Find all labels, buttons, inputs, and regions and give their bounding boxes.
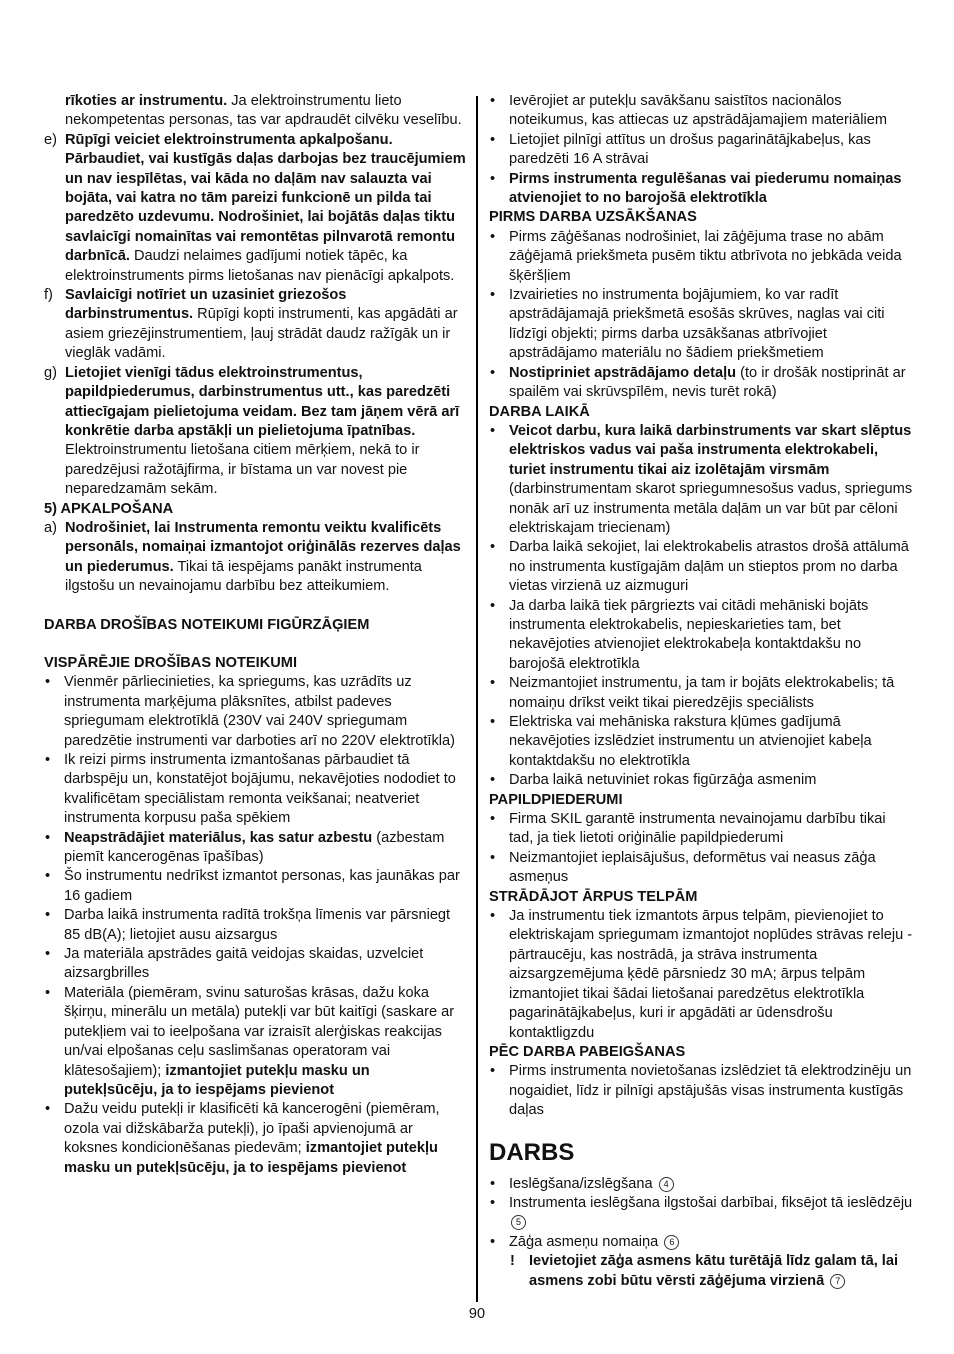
section-heading-before-work: PIRMS DARBA UZSĀKŠANAS (489, 209, 697, 226)
text: Pirms instrumenta novietošanas izslēdziet tā elektrodzinēju un nogaidiet, līdz ir pilnīgi apstājušās visas instrumenta kustīgās daļas (509, 1063, 912, 1119)
bold-text: Lietojiet vienīgi tādus elektroinstrumentus, papildpiederumus, darbinstrumentus utt., kas paredzēti attiecīgajam pielietojuma veidam. Bez tam jāņem vērā arī konkrētie darba apstākļi un pielietojuma īpatnības. (65, 364, 460, 439)
section-heading-general-safety: VISPĀRĒJIE DROŠĪBAS NOTEIKUMI (44, 654, 297, 671)
list-item (489, 907, 913, 1043)
list-item (489, 364, 913, 403)
text: Instrumenta ieslēgšana ilgstošai darbībai, fiksējot tā ieslēdzēju (509, 1194, 913, 1211)
bullet: • (490, 1194, 496, 1211)
text: Ik reizi pirms instrumenta izmantošanas pārbaudiet tā darbspēju un, konstatējot bojājumu, nekavējoties nododiet to kvalificētam speciālistam remonta veikšanai; neatveriet instrumenta korpusu paša spēkiem (64, 752, 456, 827)
section-title-darbs: DARBS (489, 1138, 575, 1166)
list-item (44, 673, 466, 751)
list-item (489, 92, 913, 131)
figure-reference: 7 (830, 1274, 845, 1289)
text: Darba laikā netuviniet rokas figūrzāģa asmenim (509, 772, 817, 789)
bullet: • (490, 539, 496, 556)
text: Ja elektroinstrumentu lieto nekompetentas personas, tas var apdraudēt cilvēku veselību. (65, 93, 462, 129)
list-item (489, 713, 913, 771)
section-heading-after-work: PĒC DARBA PABEIGŠANAS (489, 1043, 686, 1060)
right-column (489, 92, 913, 1291)
bullet: • (490, 908, 496, 925)
list-item (489, 286, 913, 364)
bold-text: izmantojiet putekļu masku un putekļsūcēju, ja to iespējams pievienot (64, 1062, 370, 1098)
bullet: • (490, 170, 496, 187)
text: Tikai tā iespējams panākt instrumenta ilgstošu un nevainojamu darbību bez atteikumiem. (65, 558, 422, 595)
list-item (489, 1233, 913, 1252)
column-divider (476, 96, 478, 1302)
list-item (489, 1062, 913, 1120)
bold-text: Nostipriniet apstrādājamo detaļu (509, 364, 737, 381)
section-heading-safety-rules: DARBA DROŠĪBAS NOTEIKUMI FIGŪRZĀĢIEM (44, 616, 370, 633)
bullet: • (490, 131, 496, 148)
text: Elektroinstrumentu lietošana citiem mērķiem, nekā to ir paredzējusi ražotājfirma, ir bīstama un var novest pie neparedzamām sekām. (65, 442, 420, 498)
text: Zāģa asmeņu nomaiņa (509, 1233, 659, 1250)
text: (darbinstrumentam skarot spriegumnesošus vadus, spriegums nonāk arī uz instrumenta metāla daļām un var būt par cēloni elektriskajam triecienam) (509, 481, 913, 536)
text: Neizmantojiet instrumentu, ja tam ir bojāts elektrokabelis; tā nomaiņu drīkst veikt tikai pieredzējis speciālists (509, 675, 895, 711)
list-item (489, 538, 913, 596)
list-item (44, 751, 466, 829)
text: Elektriska vai mehāniska rakstura kļūmes gadījumā nekavējoties izslēdziet instrumentu un atvienojiet kabeļa kontaktdakšu no elektrotīkla (509, 714, 872, 769)
bullet: • (45, 1101, 51, 1118)
figure-reference: 5 (511, 1215, 526, 1230)
bullet: • (45, 829, 51, 846)
text: Ieslēgšana/izslēgšana (509, 1175, 653, 1192)
text: Ievērojiet ar putekļu savākšanu saistītos nacionālos noteikumus, kas attiecas uz apstrādājamajiem materiāliem (509, 93, 887, 129)
list-marker: f) (44, 287, 53, 304)
bullet: • (490, 811, 496, 828)
bullet: • (490, 1063, 496, 1080)
figure-reference: 4 (659, 1177, 674, 1192)
list-marker: g) (44, 364, 57, 381)
bold-text: izmantojiet putekļu masku un putekļsūcēju, ja to iespējams pievienot (64, 1140, 438, 1176)
text: (azbestam piemīt kancerogēnas īpašības) (64, 829, 445, 866)
bullet: • (490, 772, 496, 789)
list-marker: e) (44, 131, 57, 148)
text: Dažu veidu putekļi ir klasificēti kā kancerogēni (piemēram, ozola vai dižskābarža putekļi), jo īpaši apvienojumā ar koksnes kondicionēšanas piedevām; (64, 1101, 440, 1157)
list-item (489, 849, 913, 888)
list-item-e (44, 131, 466, 286)
list-item (489, 131, 913, 170)
list-item (44, 1100, 466, 1178)
bullet: • (490, 597, 496, 614)
figure-reference: 6 (664, 1235, 679, 1250)
text: Pirms zāģēšanas nodrošiniet, lai zāģējuma trase no abām zāģējamā priekšmeta pusēm tiktu atbrīvota no jebkāda veida šķēršļiem (509, 228, 902, 284)
list-item (489, 422, 913, 538)
text: Ja materiāla apstrādes gaitā veidojas skaidas, uzvelciet aizsargbrilles (64, 946, 424, 982)
list-item (489, 674, 913, 713)
page-number: 90 (468, 1306, 486, 1322)
text: Lietojiet pilnīgi attītus un drošus pagarinātājkabeļus, kas paredzēti 16 A strāvai (509, 131, 871, 168)
warning-mark: ! (510, 1253, 515, 1270)
list-item (44, 945, 466, 984)
bullet: • (490, 93, 496, 109)
bullet: • (490, 422, 496, 439)
bold-text: Veicot darbu, kura laikā darbinstruments var skart slēptus elektriskos vadus vai paša instrumenta elektrokabeli, turiet instrumentu tikai aiz izolētajām virsmām (509, 422, 912, 478)
text: Darba laikā instrumenta radītā trokšņa līmenis var pārsniegt 85 dB(A); lietojiet ausu aizsargus (64, 907, 451, 943)
section-heading-accessories: PAPILDPIEDERUMI (489, 791, 623, 808)
bold-text: Ievietojiet zāģa asmens kātu turētājā līdz galam tā, lai asmens zobi būtu vērsti zāģējuma virzienā (529, 1253, 899, 1289)
bullet: • (490, 364, 496, 381)
list-item (44, 984, 466, 1100)
bullet: • (45, 752, 51, 768)
bold-text: Nodrošiniet, lai Instrumenta remontu veiktu kvalificēts personāls, nomaiņai izmantojot oriģinālās rezerves daļas un piederumus. (65, 519, 461, 575)
text: Materiāla (piemēram, svinu saturošas krāsas, dažu koka šķirņu, minerālu un metāla) putekļi var būt kaitīgi (saskare ar putekļiem vai to ieelpošana var izraisīt alerģiskas reakcijas un/vai elpošanas ceļu saslimšanas operatoram vai klātesošajiem); (64, 984, 455, 1079)
bullet: • (490, 287, 496, 304)
bold-text: Savlaicīgi notīriet un uzasiniet griezošos darbinstrumentus. (65, 287, 347, 323)
section-heading-outdoors: STRĀDĀJOT ĀRPUS TELPĀM (489, 888, 698, 905)
list-item (489, 771, 913, 790)
text: Darba laikā sekojiet, lai elektrokabelis atrastos drošā attālumā no instrumenta kustīgajām daļām un stieptos prom no darba vietas virzienā uz aizmuguri (509, 539, 909, 595)
list-item-g (44, 364, 466, 500)
text: (to ir drošāk nostiprināt ar spailēm vai skrūvspīlēm, nevis turēt rokā) (509, 364, 906, 401)
text: Vienmēr pārliecinieties, ka spriegums, kas uzrādīts uz instrumenta marķējuma plāksnītes, atbilst padeves spriegumam elektrotīklā (230V vai 240V spriegumam paredzētie instrumenti var darboties arī no 220V elektrotīkla) (64, 674, 455, 749)
text: Izvairieties no instrumenta bojājumiem, ko var radīt apstrādājamajā priekšmetā esošās skrūves, naglas vai citi līdzīgi objekti; pirms darba uzsākšanas atbrīvojiet apstrādājamo materiālu no šādiem priekšmetiem (509, 287, 885, 362)
bullet: • (45, 984, 51, 1001)
bullet: • (490, 675, 496, 692)
warning-note (489, 1252, 913, 1291)
bold-text: rīkoties ar instrumentu. (65, 93, 228, 109)
list-item (489, 170, 913, 209)
list-marker: a) (44, 519, 57, 536)
text: Šo instrumentu nedrīkst izmantot personas, kas jaunākas par 16 gadiem (64, 868, 460, 904)
paragraph-d-continued (44, 92, 466, 131)
list-item (489, 228, 913, 286)
bullet: • (490, 228, 496, 245)
list-item (44, 829, 466, 868)
list-item (489, 810, 913, 849)
list-item (489, 597, 913, 675)
text: Ja instrumentu tiek izmantots ārpus telpām, pievienojiet to elektriskajam spriegumam izmantojot noplūdes strāvas releju - pārtraucēju, kas nostrādā, ja strāva instrumenta aizsargzemējuma ķēdē pārsniedz 30 mA; ārpus telpām izmantojiet tikai šādai lietošanai paredzētus elektrotīkla pagarinātājkabeļus, kuri ir apgādāti ar ūdensdrošu kontaktligzdu (509, 908, 913, 1041)
section-heading-apkalposana: 5) APKALPOŠANA (44, 500, 174, 517)
list-item (489, 1175, 913, 1194)
bullet: • (45, 907, 51, 924)
list-item-a (44, 519, 466, 597)
text: Rūpīgi kopti instrumenti, kas apgādāti ar asiem griezējinstrumentiem, ļauj strādāt daudz ražīgāk un ir vieglāk vadāmi. (65, 306, 458, 362)
bullet: • (45, 946, 51, 963)
bullet: • (490, 714, 496, 730)
section-heading-during-work: DARBA LAIKĀ (489, 403, 590, 420)
bullet: • (490, 1233, 496, 1250)
bold-text: Pirms instrumenta regulēšanas vai piederumu nomaiņas atvienojiet to no barojošā elektrotīkla (509, 170, 902, 207)
text: Firma SKIL garantē instrumenta nevainojamu darbību tikai tad, ja tiek lietoti oriģinālie papildpiederumi (509, 811, 886, 847)
bullet: • (490, 1175, 496, 1192)
text: Ja darba laikā tiek pārgriezts vai citādi mehāniski bojāts instrumenta elektrokabelis, nepieskarieties tam, bet nekavējoties atvienojiet elektrokabeļa kontaktdakšu no barojošā elektrotīkla (509, 597, 869, 672)
bullet: • (45, 868, 51, 885)
list-item (489, 1194, 913, 1233)
left-column (44, 92, 466, 1178)
bold-text: Rūpīgi veiciet elektroinstrumenta apkalpošanu. Pārbaudiet, vai kustīgās daļas darbojas bez traucējumiem un nav iespīlētas, vai kāda no daļām nav salauzta vai bojāta, vai katra no tām pareizi funkcionē un pilda tai paredzēto uzdevumu. Nodrošiniet, lai bojātās daļas tiktu savlaicīgi nomainītas vai remontētas pilnvarotā remontu darbnīcā. (65, 131, 466, 265)
bold-text: Neapstrādājiet materiālus, kas satur azbestu (64, 829, 373, 846)
bullet: • (45, 674, 51, 691)
list-item (44, 906, 466, 945)
list-item (44, 867, 466, 906)
text: Daudzi nelaimes gadījumi notiek tāpēc, ka elektroinstruments pirms lietošanas nav pienācīgi apkalpots. (65, 248, 455, 284)
bullet: • (490, 849, 496, 866)
list-item-f (44, 286, 466, 364)
text: Neizmantojiet ieplaisājušus, deformētus vai neasus zāģa asmeņus (509, 849, 876, 886)
